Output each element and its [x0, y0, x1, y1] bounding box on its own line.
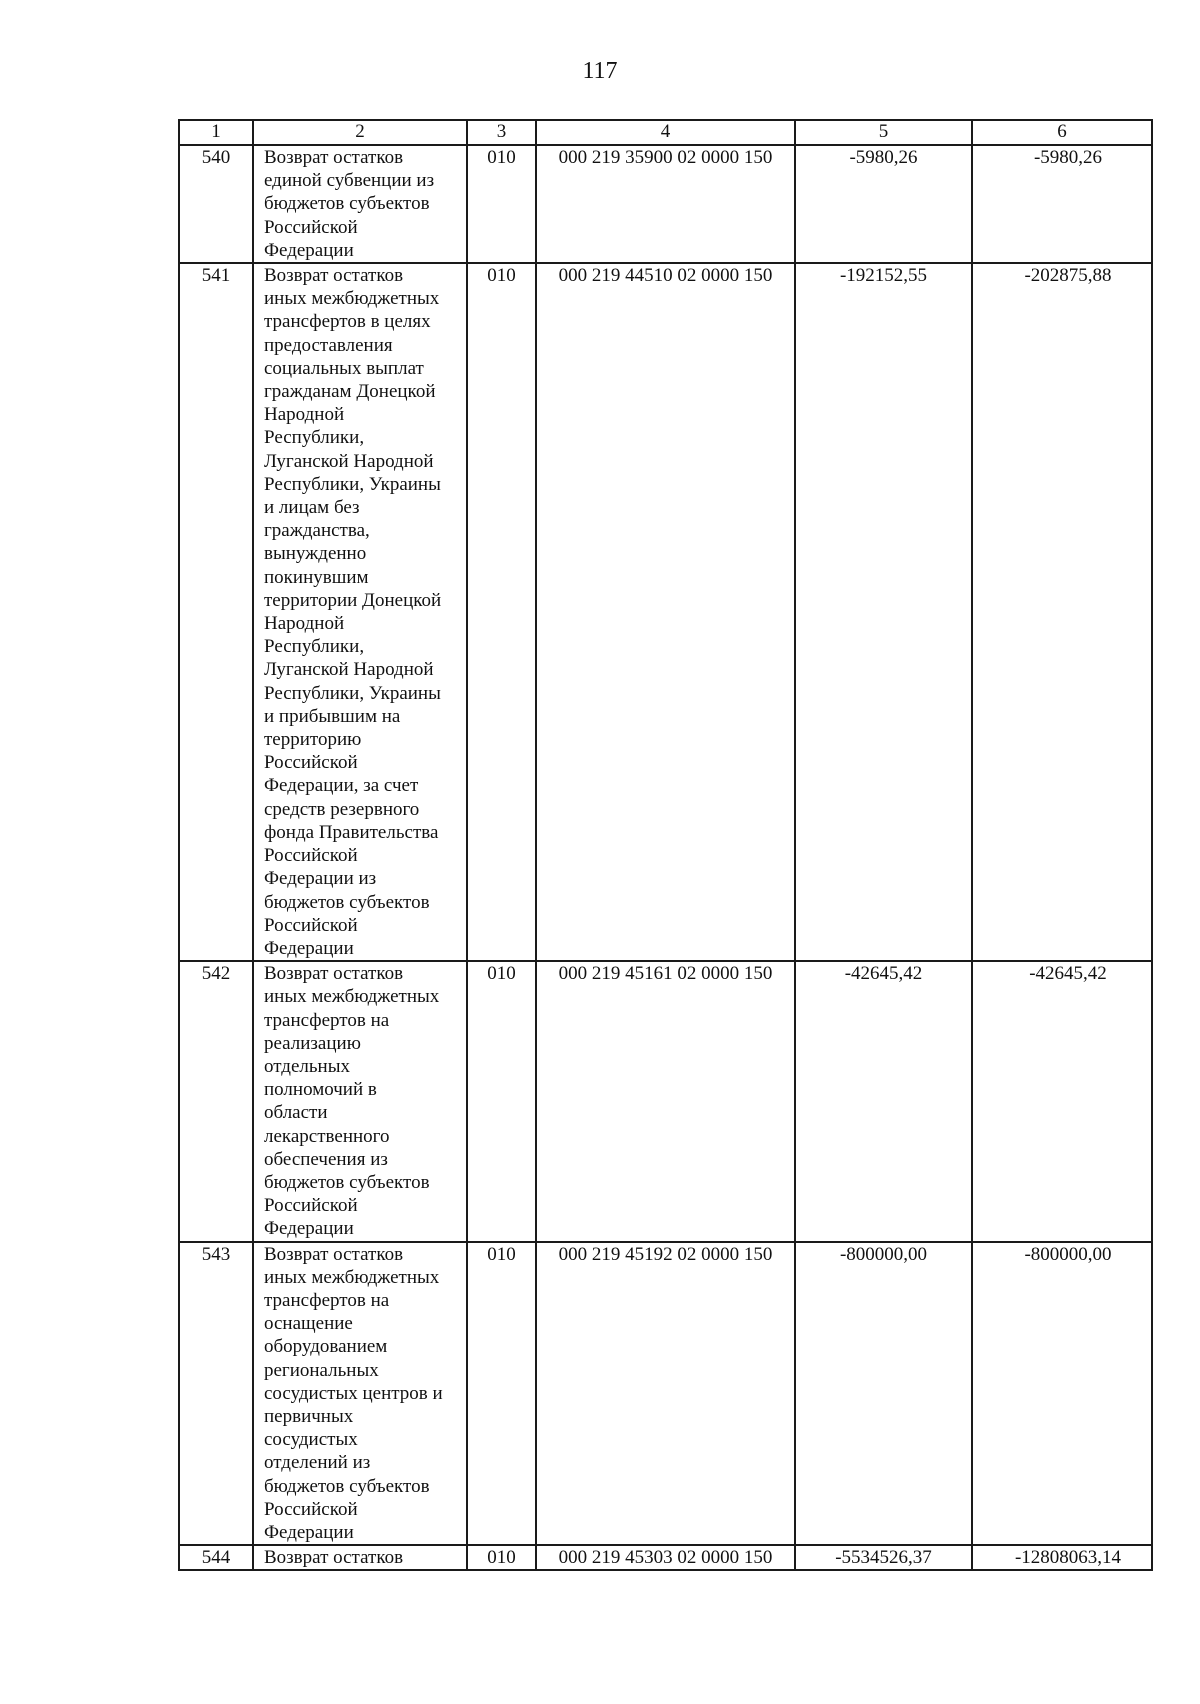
header-col-2: 2 — [253, 120, 467, 145]
row-amount-col6: -12808063,14 — [972, 1545, 1152, 1570]
row-amount-col5: -800000,00 — [795, 1242, 972, 1546]
row-amount-col5: -42645,42 — [795, 961, 972, 1241]
row-number: 543 — [179, 1242, 253, 1546]
header-col-4: 4 — [536, 120, 795, 145]
header-row — [179, 120, 1152, 145]
row-description: Возврат остатков иных межбюджетных трансфертов на оснащение оборудованием региональных сосудистых центров и первичных сосудистых отделений из бюджетов субъектов Российской Федерации — [253, 1242, 467, 1546]
row-amount-col5: -5534526,37 — [795, 1545, 972, 1570]
row-description: Возврат остатков иных межбюджетных трансфертов в целях предоставления социальных выплат гражданам Донецкой Народной Республики, Луганской Народной Республики, Украины и лицам без гражданства, вынужденно покинувшим территории Донецкой Народной Республики, Луганской Народной Республики, Украины и прибывшим на территорию Российской Федерации, за счет средств резервного фонда Правительства Российской Федерации из бюджетов субъектов Российской Федерации — [253, 263, 467, 961]
row-description: Возврат остатков единой субвенции из бюджетов субъектов Российской Федерации — [253, 145, 467, 263]
row-description: Возврат остатков иных межбюджетных трансфертов на реализацию отдельных полномочий в области лекарственного обеспечения из бюджетов субъектов Российской Федерации — [253, 961, 467, 1241]
page-number: 117 — [582, 58, 618, 84]
row-number: 540 — [179, 145, 253, 263]
table-row — [179, 1242, 1152, 1546]
row-code-admin: 010 — [467, 1242, 536, 1546]
row-code-admin: 010 — [467, 1545, 536, 1570]
row-description: Возврат остатков — [253, 1545, 467, 1570]
table-row — [179, 1545, 1152, 1570]
row-number: 542 — [179, 961, 253, 1241]
row-code-admin: 010 — [467, 961, 536, 1241]
row-code-admin: 010 — [467, 145, 536, 263]
row-amount-col6: -5980,26 — [972, 145, 1152, 263]
row-code-classification: 000 219 35900 02 0000 150 — [536, 145, 795, 263]
header-col-6: 6 — [972, 120, 1152, 145]
header-col-3: 3 — [467, 120, 536, 145]
row-amount-col5: -5980,26 — [795, 145, 972, 263]
row-code-classification: 000 219 44510 02 0000 150 — [536, 263, 795, 961]
table-row — [179, 145, 1152, 263]
header-col-5: 5 — [795, 120, 972, 145]
header-col-1: 1 — [179, 120, 253, 145]
row-code-classification: 000 219 45161 02 0000 150 — [536, 961, 795, 1241]
row-code-classification: 000 219 45303 02 0000 150 — [536, 1545, 795, 1570]
table-row — [179, 961, 1152, 1241]
row-amount-col6: -202875,88 — [972, 263, 1152, 961]
row-amount-col6: -800000,00 — [972, 1242, 1152, 1546]
table-row — [179, 263, 1152, 961]
budget-table — [178, 119, 1153, 1571]
row-code-admin: 010 — [467, 263, 536, 961]
row-amount-col5: -192152,55 — [795, 263, 972, 961]
row-number: 544 — [179, 1545, 253, 1570]
row-code-classification: 000 219 45192 02 0000 150 — [536, 1242, 795, 1546]
row-amount-col6: -42645,42 — [972, 961, 1152, 1241]
row-number: 541 — [179, 263, 253, 961]
